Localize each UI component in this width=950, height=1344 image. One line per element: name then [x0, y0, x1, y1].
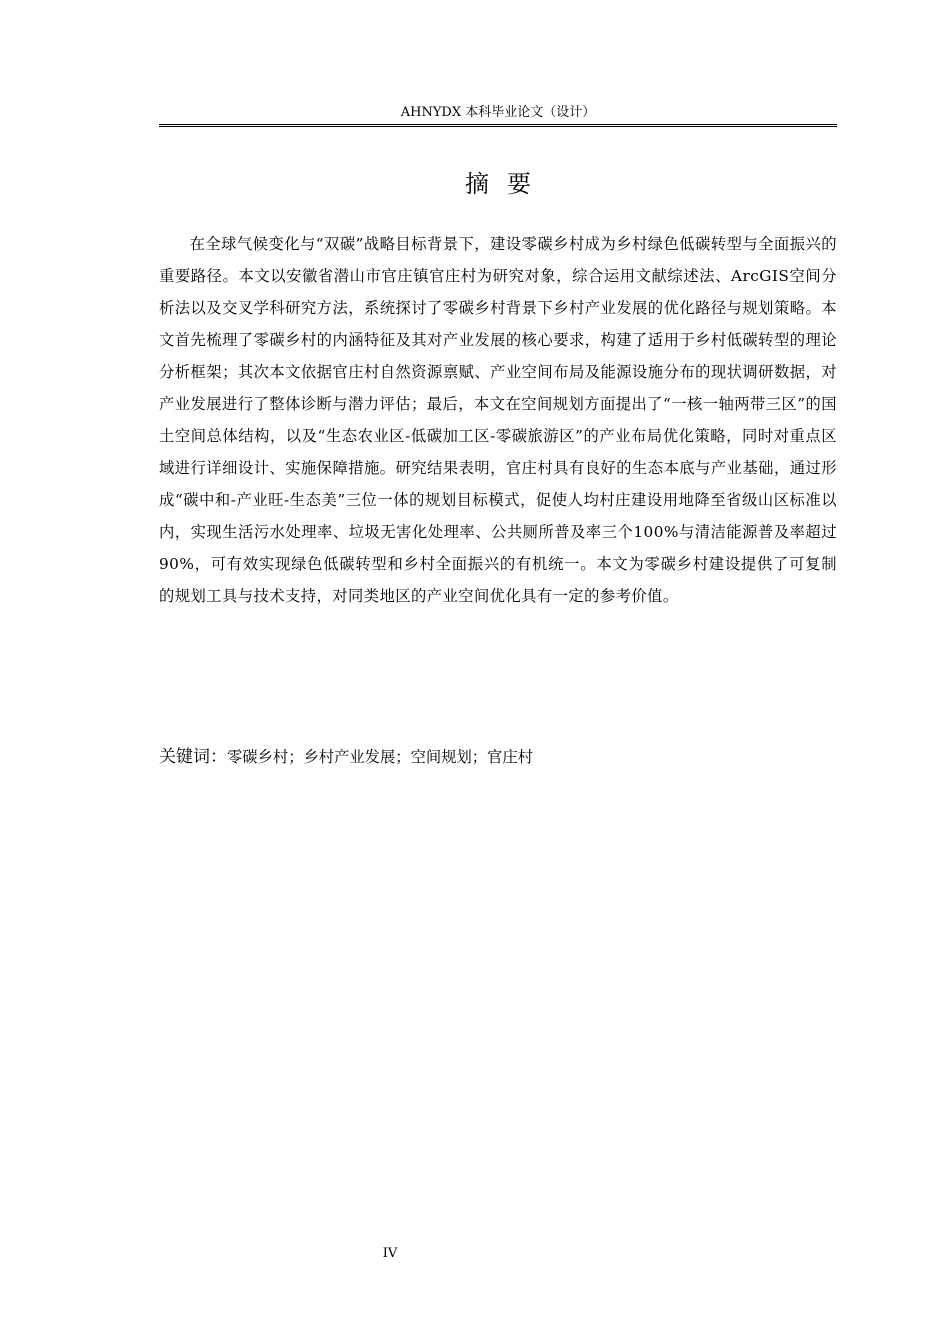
abstract-body: 在全球气候变化与“双碳”战略目标背景下，建设零碳乡村成为乡村绿色低碳转型与全面振兴的重要路径。本文以安徽省潜山市官庄镇官庄村为研究对象，综合运用文献综述法、ArcGIS空间分析法以及交叉学科研究方法，系统探讨了零碳乡村背景下乡村产业发展的优化路径与规划策略。本文首先梳理了零碳乡村的内涵特征及其对产业发展的核心要求，构建了适用于乡村低碳转型的理论分析框架；其次本文依据官庄村自然资源禀赋、产业空间布局及能源设施分布的现状调研数据，对产业发展进行了整体诊断与潜力评估；最后，本文在空间规划方面提出了“一核一轴两带三区”的国土空间总体结构，以及“生态农业区-低碳加工区-零碳旅游区”的产业布局优化策略，同时对重点区域进行详细设计、实施保障措施。研究结果表明，官庄村具有良好的生态本底与产业基础，通过形成“碳中和-产业旺-生态美”三位一体的规划目标模式，促使人均村庄建设用地降至省级山区标准以内，实现生活污水处理率、垃圾无害化处理率、公共厕所普及率三个100%与清洁能源普及率超过90%，可有效实现绿色低碳转型和乡村全面振兴的有机统一。本文为零碳乡村建设提供了可复制的规划工具与技术支持，对同类地区的产业空间优化具有一定的参考价值。	[159, 235, 837, 605]
keywords-value: 零碳乡村；乡村产业发展；空间规划；官庄村	[227, 748, 533, 766]
page-number: IV	[382, 1246, 398, 1261]
keywords-label: 关键词：	[159, 747, 227, 767]
running-header	[159, 104, 837, 125]
running-header-title: AHNYDX 本科毕业论文（设计）	[400, 105, 596, 120]
keywords-line	[159, 741, 837, 773]
abstract-title: 摘要	[465, 170, 549, 198]
